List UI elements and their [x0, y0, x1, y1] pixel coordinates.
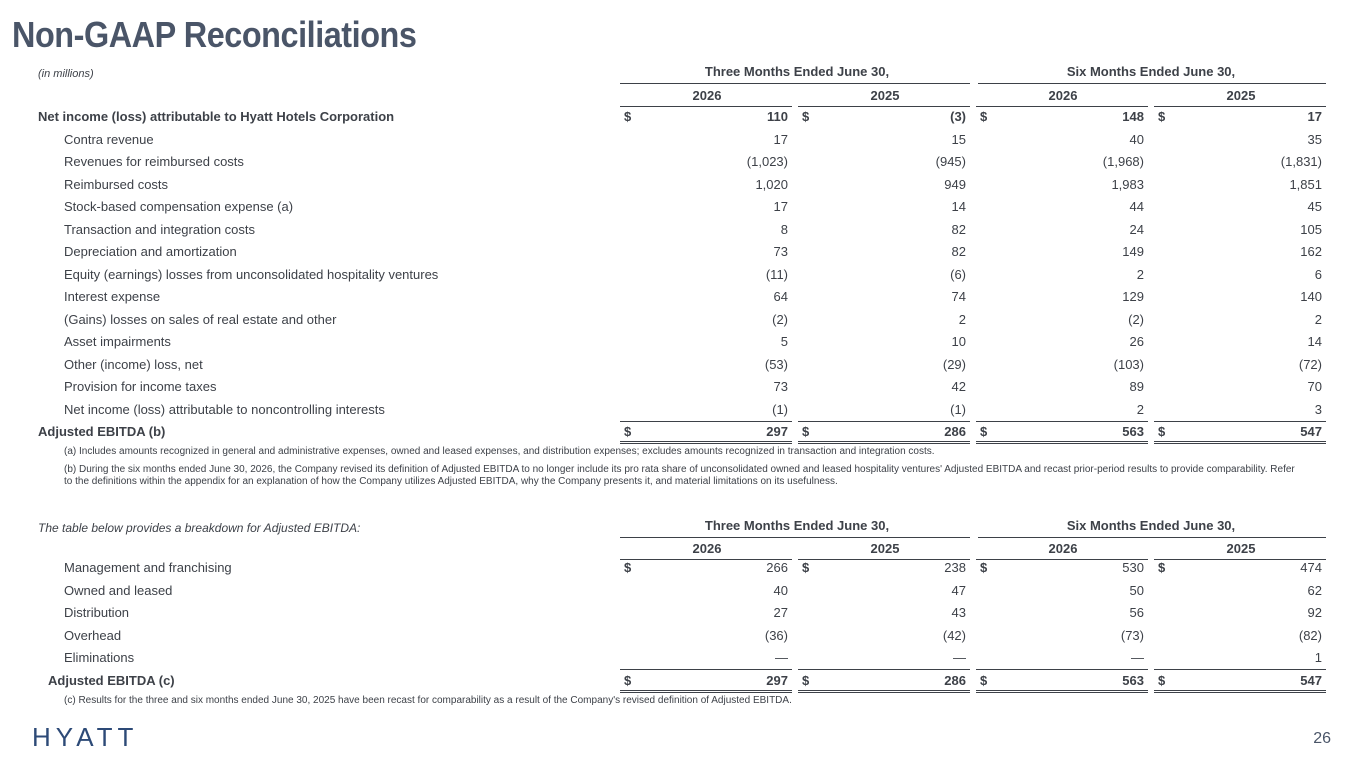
cell-value: (1) — [950, 401, 966, 417]
cell-value: (103) — [1113, 356, 1144, 372]
col-2026-ytd: 2026 — [1048, 541, 1078, 556]
cell-value: 2 — [1136, 401, 1144, 417]
row-label: Eliminations — [64, 650, 135, 665]
col-2025-q: 2025 — [870, 88, 900, 103]
cell-value: (11) — [765, 266, 788, 282]
cell-value: 24 — [1129, 221, 1144, 237]
table-row — [0, 287, 1365, 307]
cell-value: 44 — [1129, 199, 1144, 214]
cell-value: 1,020 — [755, 176, 788, 192]
cell-value: 530 — [1122, 560, 1144, 575]
cell-value: (42) — [942, 627, 966, 643]
page-number: 26 — [1313, 730, 1331, 747]
total-rule — [1154, 441, 1326, 444]
cell-value: (72) — [1298, 356, 1322, 372]
cell-value: (1,023) — [746, 154, 788, 169]
row-label: Interest expense — [64, 289, 161, 304]
header-rule — [620, 83, 970, 84]
cell-value: 1,851 — [1289, 176, 1322, 192]
cell-value: — — [1131, 650, 1144, 665]
footnote-a: (a) Includes amounts recognized in general and administrative expenses, owned and leased expenses, and distribution expenses; excludes amounts recognized in transaction and integration costs. — [64, 446, 935, 457]
cell-value: 26 — [1129, 334, 1144, 349]
table-row — [0, 152, 1365, 172]
cell-value: 2 — [1136, 266, 1144, 282]
cell-value: 266 — [766, 560, 788, 575]
currency-symbol: $ — [802, 424, 810, 439]
cell-value: (53) — [764, 356, 788, 372]
row-label: Overhead — [64, 627, 122, 643]
col-2025-ytd: 2025 — [1226, 541, 1256, 556]
table-row — [0, 400, 1365, 420]
cell-value: 563 — [1122, 424, 1144, 439]
cell-value: 129 — [1122, 289, 1144, 304]
table-row — [0, 265, 1365, 285]
cell-value: — — [775, 650, 788, 665]
cell-value: (6) — [950, 266, 966, 282]
currency-symbol: $ — [624, 109, 632, 124]
table-row — [0, 332, 1365, 352]
row-label: Net income (loss) attributable to noncontrolling interests — [64, 401, 385, 417]
footnote-b: (b) During the six months ended June 30, 2026, the Company revised its definition of Adjusted EBITDA to no longer include its pro rata share of unconsolidated owned and leased hospitality ventures' Adjusted EBITDA and recast prior-period results to provide comparability. Refer to the definitions within the appendix for an explanation of how the Company utilizes Adjusted EBITDA, why the Company presents it, and material limitations on its usefulness. — [64, 464, 1295, 487]
cell-value: 74 — [951, 289, 966, 304]
cell-value: 110 — [767, 109, 788, 124]
total-rule — [976, 690, 1148, 693]
table-row — [0, 671, 1365, 691]
currency-symbol: $ — [624, 672, 632, 688]
currency-symbol: $ — [980, 560, 988, 575]
row-label: Adjusted EBITDA (c) — [48, 672, 175, 688]
cell-value: (3) — [950, 109, 966, 124]
cell-value: 56 — [1129, 605, 1144, 620]
subtotal-rule — [1154, 669, 1326, 670]
cell-value: 148 — [1122, 109, 1144, 124]
currency-symbol: $ — [980, 109, 988, 124]
cell-value: 10 — [951, 334, 966, 349]
table-row — [0, 107, 1365, 127]
cell-value: 73 — [773, 379, 788, 394]
row-label: (Gains) losses on sales of real estate and other — [64, 311, 337, 327]
table-row — [0, 310, 1365, 330]
cell-value: — — [953, 650, 966, 665]
page-title: Non-GAAP Reconciliations — [12, 14, 417, 55]
table-row — [0, 558, 1365, 578]
currency-symbol: $ — [1158, 560, 1166, 575]
header-three-months: Three Months Ended June 30, — [704, 64, 890, 79]
currency-symbol: $ — [802, 560, 810, 575]
table-row — [0, 197, 1365, 217]
table-row — [0, 242, 1365, 262]
table-row — [0, 130, 1365, 150]
cell-value: 563 — [1122, 672, 1144, 688]
cell-value: 547 — [1300, 424, 1322, 439]
cell-value: 8 — [780, 221, 788, 237]
cell-value: (1) — [772, 401, 788, 417]
cell-value: 43 — [951, 605, 966, 620]
currency-symbol: $ — [624, 424, 632, 439]
cell-value: 149 — [1122, 244, 1144, 259]
cell-value: 5 — [780, 334, 788, 349]
cell-value: 40 — [1129, 131, 1144, 147]
total-rule — [798, 441, 970, 444]
table-row — [0, 603, 1365, 623]
subtotal-rule — [976, 421, 1148, 422]
header-six-months: Six Months Ended June 30, — [1066, 518, 1236, 533]
col-2026-ytd: 2026 — [1048, 88, 1078, 103]
cell-value: 82 — [951, 244, 966, 259]
table-row — [0, 422, 1365, 442]
cell-value: 2 — [1314, 311, 1322, 327]
cell-value: (945) — [935, 154, 966, 169]
table-row — [0, 355, 1365, 375]
total-rule — [976, 441, 1148, 444]
currency-symbol: $ — [1158, 109, 1166, 124]
row-label: Adjusted EBITDA (b) — [38, 424, 166, 439]
cell-value: 42 — [951, 379, 966, 394]
table-row — [0, 220, 1365, 240]
total-rule — [620, 441, 792, 444]
cell-value: 92 — [1307, 605, 1322, 620]
cell-value: 89 — [1129, 379, 1144, 394]
cell-value: (1,968) — [1102, 154, 1144, 169]
col-2026-q: 2026 — [692, 541, 722, 556]
cell-value: 17 — [773, 131, 788, 147]
cell-value: 17 — [773, 199, 788, 214]
footnote-c: (c) Results for the three and six months ended June 30, 2025 have been recast for comparability as a result of the Company's revised definition of Adjusted EBITDA. — [64, 695, 792, 706]
cell-value: 82 — [951, 221, 966, 237]
row-label: Contra revenue — [64, 131, 154, 147]
row-label: Stock-based compensation expense (a) — [64, 199, 294, 214]
header-rule — [620, 537, 970, 538]
breakdown-intro: The table below provides a breakdown for Adjusted EBITDA: — [38, 521, 361, 535]
table-row — [0, 648, 1365, 668]
cell-value: 73 — [773, 244, 788, 259]
row-label: Equity (earnings) losses from unconsolidated hospitality ventures — [64, 266, 439, 282]
col-2025-q: 2025 — [870, 541, 900, 556]
cell-value: 162 — [1300, 244, 1322, 259]
table-row — [0, 581, 1365, 601]
cell-value: 45 — [1307, 199, 1322, 214]
cell-value: 297 — [766, 424, 788, 439]
row-label: Management and franchising — [64, 560, 232, 575]
row-label: Owned and leased — [64, 582, 173, 598]
total-rule — [798, 690, 970, 693]
total-rule — [1154, 690, 1326, 693]
cell-value: 547 — [1300, 672, 1322, 688]
currency-symbol: $ — [980, 672, 988, 688]
row-label: Provision for income taxes — [64, 379, 217, 394]
row-label: Distribution — [64, 605, 130, 620]
cell-value: 6 — [1314, 266, 1322, 282]
cell-value: 14 — [951, 199, 966, 214]
row-label: Depreciation and amortization — [64, 244, 237, 259]
subtotal-rule — [798, 421, 970, 422]
header-rule — [978, 83, 1326, 84]
cell-value: 62 — [1307, 582, 1322, 598]
cell-value: 47 — [951, 582, 966, 598]
col-2026-q: 2026 — [692, 88, 722, 103]
cell-value: 35 — [1307, 131, 1322, 147]
cell-value: 14 — [1307, 334, 1322, 349]
row-label: Transaction and integration costs — [64, 221, 256, 237]
cell-value: (36) — [764, 627, 788, 643]
cell-value: (73) — [1120, 627, 1144, 643]
subtotal-rule — [1154, 421, 1326, 422]
currency-symbol: $ — [980, 424, 988, 439]
cell-value: 70 — [1307, 379, 1322, 394]
row-label: Asset impairments — [64, 334, 171, 349]
currency-symbol: $ — [624, 560, 632, 575]
cell-value: 474 — [1300, 560, 1322, 575]
cell-value: (29) — [942, 356, 966, 372]
total-rule — [620, 690, 792, 693]
cell-value: 64 — [773, 289, 788, 304]
cell-value: (2) — [1128, 311, 1144, 327]
table-row — [0, 377, 1365, 397]
header-six-months: Six Months Ended June 30, — [1066, 64, 1236, 79]
currency-symbol: $ — [1158, 672, 1166, 688]
cell-value: (1,831) — [1280, 154, 1322, 169]
cell-value: 27 — [773, 605, 788, 620]
row-label: Other (income) loss, net — [64, 356, 203, 372]
cell-value: (2) — [772, 311, 788, 327]
cell-value: 17 — [1307, 109, 1322, 124]
subtotal-rule — [620, 421, 792, 422]
cell-value: 140 — [1300, 289, 1322, 304]
hyatt-logo: HYATT — [32, 722, 139, 752]
cell-value: 3 — [1314, 401, 1322, 417]
row-label: Net income (loss) attributable to Hyatt Hotels Corporation — [38, 109, 395, 124]
currency-symbol: $ — [802, 672, 810, 688]
cell-value: 1,983 — [1111, 176, 1144, 192]
header-three-months: Three Months Ended June 30, — [704, 518, 890, 533]
cell-value: 286 — [944, 424, 966, 439]
subtotal-rule — [620, 669, 792, 670]
cell-value: 286 — [944, 672, 966, 688]
row-label: Revenues for reimbursed costs — [64, 154, 244, 169]
cell-value: 50 — [1129, 582, 1144, 598]
units-note: (in millions) — [38, 68, 94, 80]
currency-symbol: $ — [1158, 424, 1166, 439]
cell-value: 949 — [944, 176, 966, 192]
cell-value: 1 — [1314, 650, 1322, 665]
header-rule — [978, 537, 1326, 538]
cell-value: 105 — [1300, 221, 1322, 237]
cell-value: 15 — [951, 131, 966, 147]
cell-value: 297 — [766, 672, 788, 688]
row-label: Reimbursed costs — [64, 176, 169, 192]
table-row — [0, 175, 1365, 195]
cell-value: 238 — [944, 560, 966, 575]
currency-symbol: $ — [802, 109, 810, 124]
cell-value: (82) — [1298, 627, 1322, 643]
cell-value: 40 — [773, 582, 788, 598]
cell-value: 2 — [958, 311, 966, 327]
subtotal-rule — [798, 669, 970, 670]
col-2025-ytd: 2025 — [1226, 88, 1256, 103]
table-row — [0, 626, 1365, 646]
subtotal-rule — [976, 669, 1148, 670]
